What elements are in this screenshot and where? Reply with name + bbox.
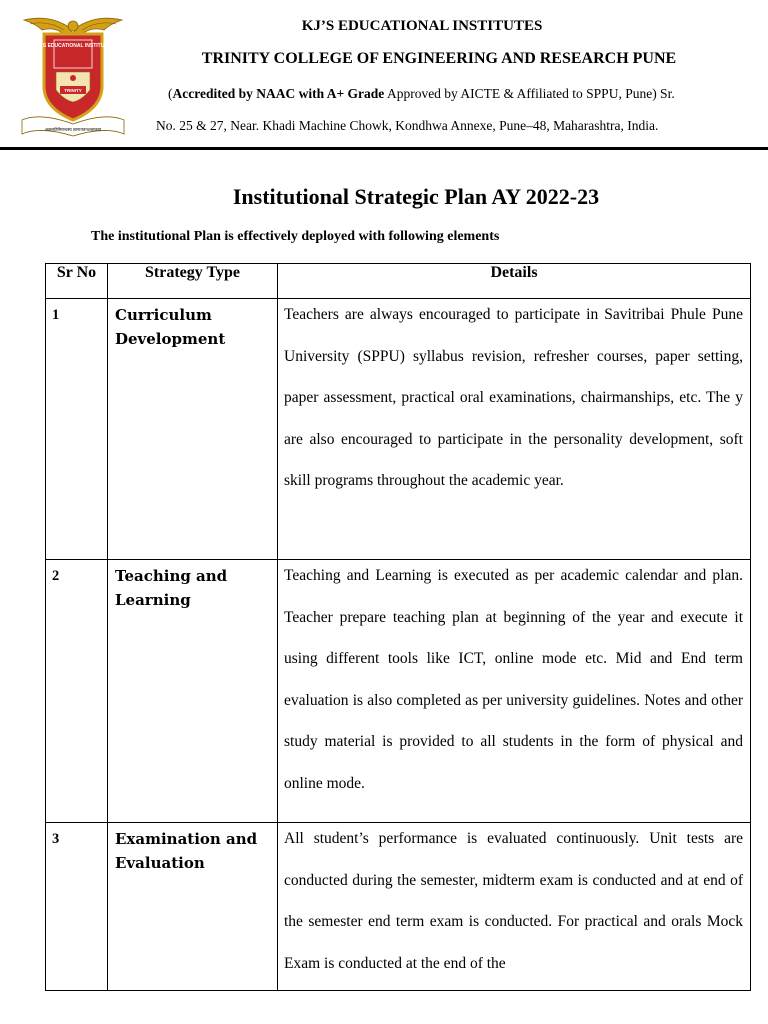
- logo-motto-text: अज्ञानतिमिरान्धस्य ज्ञानाञ्जनशलाकया: [44, 127, 102, 132]
- row-details: All student’s performance is evaluated continuously. Unit tests are conducted during the semester, midterm exam is conducted and at end of the semester end term exam is conducted. For practical and orals Mock Exam is conducted at the end of the: [284, 830, 743, 972]
- address-line: No. 25 & 27, Near. Khadi Machine Chowk, Kondhwa Annexe, Pune–48, Maharashtra, India.: [156, 118, 659, 133]
- row-details-cell: [278, 560, 751, 823]
- accreditation-line: (Accredited by NAAC with A+ Grade Approved by AICTE & Affiliated to SPPU, Pune) Sr.: [168, 86, 675, 101]
- accreditation-bold: Accredited by NAAC with A+ Grade: [172, 86, 385, 101]
- row-strategy-type: Examination and Evaluation: [108, 823, 278, 991]
- row-strategy-type: Teaching and Learning: [108, 560, 278, 823]
- table-row: [46, 823, 751, 991]
- accreditation-rest: Approved by AICTE & Affiliated to SPPU, Pune) Sr.: [384, 86, 675, 101]
- logo-badge-text: TRINITY: [64, 88, 82, 93]
- college-name: TRINITY COLLEGE OF ENGINEERING AND RESEARCH PUNE: [201, 50, 677, 67]
- logo-top-text: KJ'S EDUCATIONAL INSTITUTE: [35, 43, 111, 49]
- document-title: Institutional Strategic Plan AY 2022-23: [232, 184, 600, 209]
- institute-name: KJ’S EDUCATIONAL INSTITUTES: [301, 18, 543, 34]
- header-details: Details: [278, 264, 751, 299]
- strategic-plan-table: [45, 263, 751, 991]
- row-details-cell: [278, 823, 751, 991]
- row-details: Teaching and Learning is executed as per academic calendar and plan. Teacher prepare teaching plan at beginning of the year and execute it using different tools like ICT, online mode etc. Mid and End term evaluation is also completed as per university guidelines. Notes and other study material is provided to all students in the form of physical and online mode.: [284, 567, 743, 792]
- row-details-cell: [278, 299, 751, 560]
- row-strategy-type: Curriculum Development: [108, 299, 278, 560]
- row-details: Teachers are always encouraged to participate in Savitribai Phule Pune University (SPPU) syllabus revision, refresher courses, paper setting, paper assessment, practical oral examinations, chairmanships, etc. The y are also encouraged to participate in the personality development, soft skill programs throughout the academic year.: [284, 306, 743, 490]
- table-row: [46, 299, 751, 560]
- header-sr-no: Sr No: [46, 264, 108, 299]
- header-divider: [0, 147, 768, 150]
- table-row: [46, 560, 751, 823]
- letterhead: [0, 0, 768, 150]
- intro-text: The institutional Plan is effectively deployed with following elements: [91, 229, 500, 244]
- row-sr-no: 1: [46, 299, 108, 560]
- header-strategy-type: Strategy Type: [108, 264, 278, 299]
- row-sr-no: 2: [46, 560, 108, 823]
- row-sr-no: 3: [46, 823, 108, 991]
